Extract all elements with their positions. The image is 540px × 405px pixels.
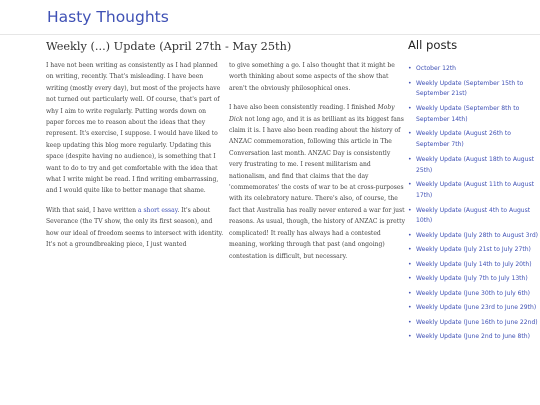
post-link[interactable]: Weekly Update (September 15th to September 21st) bbox=[416, 79, 524, 98]
post-link[interactable]: Weekly Update (August 18th to August 25th) bbox=[416, 155, 534, 174]
bullet-icon: • bbox=[408, 155, 412, 163]
post-paragraph bbox=[46, 205, 224, 251]
post-link[interactable]: Weekly Update (June 30th to July 6th) bbox=[416, 289, 531, 297]
site-title-link[interactable]: Hasty Thoughts bbox=[47, 8, 169, 26]
post-link[interactable]: Weekly Update (July 7th to July 13th) bbox=[416, 275, 528, 283]
post-paragraph: I have not been writing as consistently as I had planned on writing, recently. That's misleading. I have been writing (mostly every day), but most of the projects have not turned out particularly well. Of course, that's part of why I aim to write regularly. Putting words down on paper forces me to reason about the ideas that they represent. It's exercise, I suppose. I would have liked to keep updating this blog more regularly. Updating this space (despite having no audience), is something that I want to do to try and get comfortable with the idea that what I write might be read. I find writing embarrassing, and I would quite like to better manage that shame. bbox=[46, 62, 221, 195]
post-list-item bbox=[408, 332, 540, 343]
paragraph-text: not long ago, and it is as brilliant as its biggest fans claim it is. I have also been reading about the history of ANZAC commemoration, following this article in The Conversation last month. ANZAC Day is consistently very frustrating to me. I resent militarism and nationalism, and find that claims that the day 'commemorates' the costs of war to be at cross-purposes with its celebratory nature. There's also, of course, the fact that Australia has really never entered a war for just reasons. As usual, though, the history of ANZAC is pretty complicated! It really has always had a contested meaning, working through that past (and ongoing) contestation is difficult, but necessary. bbox=[229, 115, 406, 260]
post-list-item bbox=[408, 260, 540, 271]
post-list-item bbox=[408, 129, 540, 151]
post-link[interactable]: Weekly Update (August 11th to August 17th) bbox=[416, 181, 534, 200]
post-link[interactable]: Weekly Update (August 26th to September 7th) bbox=[416, 130, 511, 149]
post-link[interactable]: Weekly Update (June 16th to June 22nd) bbox=[416, 318, 538, 326]
post-link[interactable]: Weekly Update (July 28th to August 3rd) bbox=[416, 231, 539, 239]
bullet-icon: • bbox=[408, 79, 412, 87]
post-link[interactable]: Weekly Update (August 4th to August 10th) bbox=[416, 206, 531, 225]
bullet-icon: • bbox=[408, 333, 412, 341]
paragraph-text: . It's about Severance (the TV show, the only its first season), and how our ideal of freedom seems to intersect with identity. It's not a groundbreaking piece, I just wanted bbox=[46, 206, 224, 249]
bullet-icon: • bbox=[408, 260, 412, 268]
post-list-item bbox=[408, 155, 540, 177]
post-list-item bbox=[408, 289, 540, 300]
post-link[interactable]: Weekly Update (June 2nd to June 8th) bbox=[416, 333, 530, 341]
post-list-item bbox=[408, 206, 540, 228]
post-list-item bbox=[408, 274, 540, 285]
post-link[interactable]: Weekly Update (June 23rd to June 29th) bbox=[416, 304, 537, 312]
site-header bbox=[0, 0, 540, 35]
bullet-icon: • bbox=[408, 231, 412, 239]
post-list-item bbox=[408, 104, 540, 126]
post-list-item bbox=[408, 318, 540, 329]
book-title: Moby Dick bbox=[229, 104, 395, 123]
bullet-icon: • bbox=[408, 289, 412, 297]
post-link[interactable]: Weekly Update (September 8th to September 14th) bbox=[416, 104, 520, 123]
post-list bbox=[408, 64, 540, 343]
bullet-icon: • bbox=[408, 104, 412, 112]
post-paragraph bbox=[229, 102, 405, 262]
all-posts-sidebar bbox=[408, 38, 540, 347]
paragraph-text: I have also been consistently reading. I finished bbox=[229, 104, 378, 112]
bullet-icon: • bbox=[408, 65, 412, 72]
paragraph-text: With that said, I have written bbox=[46, 206, 138, 214]
post-list-item bbox=[408, 79, 540, 101]
post-list-item bbox=[408, 180, 540, 202]
short-essay-link[interactable]: a short essay bbox=[137, 206, 178, 214]
post-body-right-column bbox=[229, 60, 405, 270]
bullet-icon: • bbox=[408, 304, 412, 312]
sidebar-heading: All posts bbox=[408, 38, 458, 52]
bullet-icon: • bbox=[408, 181, 412, 189]
post-body-left-column bbox=[46, 60, 224, 259]
post-list-item bbox=[408, 64, 540, 75]
post-list-item bbox=[408, 245, 540, 256]
bullet-icon: • bbox=[408, 130, 412, 138]
post-paragraph: to give something a go. I also thought that it might be worth thinking about some aspects of the show that aren't the obviously philosophical ones. bbox=[229, 62, 395, 92]
post-list-item bbox=[408, 303, 540, 314]
bullet-icon: • bbox=[408, 318, 412, 326]
bullet-icon: • bbox=[408, 275, 412, 283]
post-link[interactable]: October 12th bbox=[416, 65, 457, 72]
post-title: Weekly (...) Update (April 27th - May 25th) bbox=[46, 40, 292, 53]
post-link[interactable]: Weekly Update (July 21st to July 27th) bbox=[416, 246, 531, 254]
post-list-item bbox=[408, 231, 540, 242]
bullet-icon: • bbox=[408, 206, 412, 214]
post-link[interactable]: Weekly Update (July 14th to July 20th) bbox=[416, 260, 532, 268]
bullet-icon: • bbox=[408, 246, 412, 254]
